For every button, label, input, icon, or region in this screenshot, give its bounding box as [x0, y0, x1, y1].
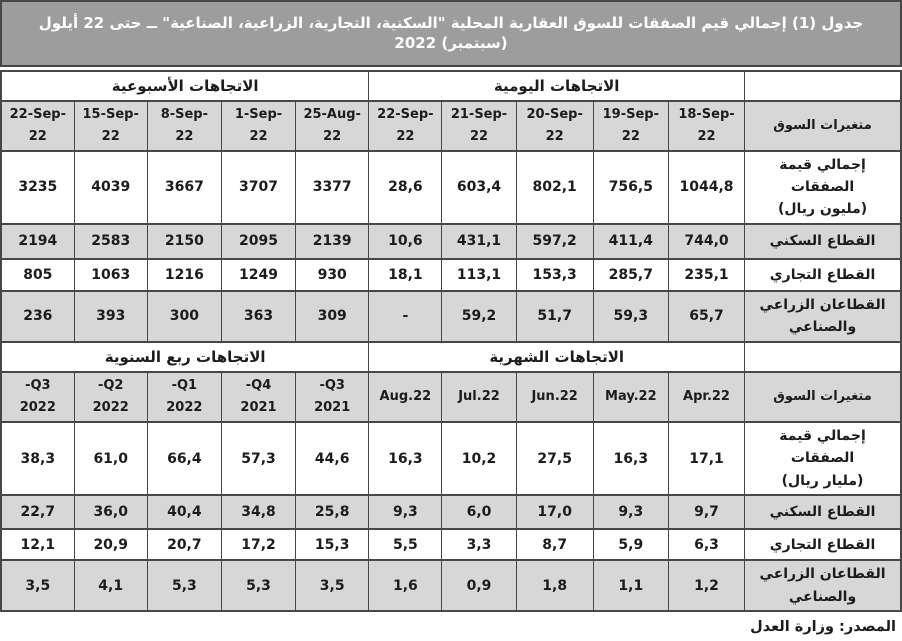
- cell-text: 22: [545, 128, 564, 144]
- value-cell: [668, 560, 744, 611]
- cell-text: 9,7: [694, 504, 719, 521]
- cell-text: 25-Aug-: [303, 106, 361, 122]
- cell-text: إجمالي قيمة الصفقات: [779, 156, 866, 196]
- cell-text: 5,9: [618, 536, 644, 553]
- period-header-cell: [221, 372, 295, 422]
- cell-text: 17,0: [537, 504, 572, 521]
- cell-text: 2194: [18, 233, 58, 250]
- transactions-table: [0, 70, 902, 613]
- row-label: [745, 422, 901, 495]
- cell-text: -Q2: [97, 377, 124, 393]
- cell-text: 2095: [239, 233, 278, 250]
- value-cell: [74, 560, 147, 611]
- value-cell: [296, 560, 369, 611]
- value-cell: [221, 151, 295, 224]
- cell-text: 1216: [164, 266, 204, 283]
- value-cell: [593, 422, 668, 495]
- cell-text: 431,1: [456, 233, 502, 250]
- cell-text: 8,7: [542, 536, 568, 553]
- value-cell: [221, 495, 295, 529]
- value-cell: [296, 224, 369, 259]
- value-cell: [147, 529, 221, 560]
- value-cell: [74, 224, 147, 259]
- period-header-cell: [296, 372, 369, 422]
- section-header-right: الاتجاهات اليومية: [369, 71, 745, 101]
- value-cell: [74, 259, 147, 291]
- cell-text: 3235: [18, 179, 58, 196]
- period-header-cell: [147, 372, 221, 422]
- cell-text: 153,3: [532, 266, 577, 283]
- value-cell: [593, 529, 668, 560]
- value-cell: [74, 495, 147, 529]
- period-header-cell: [369, 101, 442, 151]
- value-cell: [147, 560, 221, 611]
- cell-text: 411,4: [608, 233, 653, 250]
- value-cell: [369, 224, 442, 259]
- cell-text: 22: [175, 128, 194, 144]
- cell-text: 57,3: [241, 450, 276, 467]
- cell-text: 22: [249, 128, 268, 144]
- row-label: [745, 560, 901, 611]
- cell-text: 22: [396, 128, 415, 144]
- value-cell: [668, 529, 744, 560]
- cell-text: 6,3: [694, 536, 719, 553]
- source-note: المصدر: وزارة العدل: [750, 619, 896, 635]
- cell-text: 300: [169, 308, 199, 325]
- cell-text: 3707: [239, 179, 278, 196]
- cell-text: 2022: [19, 399, 56, 415]
- value-cell: [147, 291, 221, 342]
- cell-text: 3,5: [25, 577, 51, 594]
- cell-text: 15-Sep-: [82, 106, 139, 122]
- cell-text: 59,2: [461, 308, 497, 325]
- value-cell: [442, 422, 516, 495]
- period-header-cell: [593, 372, 668, 422]
- row-label: [745, 224, 901, 259]
- cell-text: 802,1: [532, 179, 577, 196]
- period-header-cell: [442, 101, 516, 151]
- cell-text: 1,1: [618, 577, 644, 594]
- value-cell: [442, 151, 516, 224]
- cell-text: القطاع السكني: [769, 504, 876, 521]
- value-cell: [147, 495, 221, 529]
- value-cell: [221, 560, 295, 611]
- value-cell: [442, 224, 516, 259]
- period-header-cell: [1, 101, 74, 151]
- cell-text: 22: [621, 128, 640, 144]
- cell-text: 5,3: [171, 577, 197, 594]
- cell-text: والصناعي: [788, 319, 857, 336]
- cell-text: 18-Sep-: [678, 106, 735, 122]
- cell-text: القطاع التجاري: [769, 536, 876, 553]
- value-cell: [593, 291, 668, 342]
- cell-text: 597,2: [532, 233, 577, 250]
- cell-text: 1,2: [694, 577, 719, 594]
- cell-text: 2022: [92, 399, 129, 415]
- value-cell: [442, 259, 516, 291]
- cell-text: Apr.22: [683, 388, 730, 404]
- cell-text: 51,7: [537, 308, 572, 325]
- row-label: [745, 151, 901, 224]
- row-label: [745, 529, 901, 560]
- cell-text: 9,3: [618, 504, 644, 521]
- cell-text: 22-Sep-: [9, 106, 66, 122]
- cell-text: 4039: [91, 179, 131, 196]
- value-cell: [668, 495, 744, 529]
- cell-text: (مليار ريال): [781, 472, 864, 489]
- period-header-cell: [593, 101, 668, 151]
- cell-text: القطاعان الزراعي: [759, 566, 886, 583]
- value-cell: [296, 151, 369, 224]
- cell-text: 9,3: [392, 504, 418, 521]
- cell-text: 1-Sep-: [234, 106, 283, 122]
- cell-text: 393: [96, 308, 126, 325]
- cell-text: 5,3: [246, 577, 271, 594]
- cell-text: -: [402, 308, 409, 325]
- row-label: [745, 495, 901, 529]
- value-cell: [221, 224, 295, 259]
- value-cell: [74, 151, 147, 224]
- value-cell: [369, 151, 442, 224]
- cell-text: 6,0: [466, 504, 492, 521]
- cell-text: 21-Sep-: [450, 106, 508, 122]
- cell-text: 2139: [312, 233, 352, 250]
- value-cell: [668, 224, 744, 259]
- cell-text: 2150: [164, 233, 204, 250]
- cell-text: 20,9: [93, 536, 128, 553]
- period-header-cell: [1, 372, 74, 422]
- value-cell: [1, 495, 74, 529]
- value-cell: [147, 224, 221, 259]
- cell-text: 20-Sep-: [526, 106, 583, 122]
- cell-text: 285,7: [608, 266, 653, 283]
- cell-text: 1249: [239, 266, 278, 283]
- cell-text: 2583: [91, 233, 131, 250]
- value-cell: [1, 259, 74, 291]
- value-cell: [296, 259, 369, 291]
- value-cell: [369, 291, 442, 342]
- table-row: [1, 422, 901, 495]
- table-row: [1, 495, 901, 529]
- cell-text: 36,0: [93, 504, 128, 521]
- table-row: [1, 224, 901, 259]
- cell-text: -Q4: [245, 377, 272, 393]
- value-cell: [221, 291, 295, 342]
- cell-text: 40,4: [167, 504, 202, 521]
- value-cell: [221, 259, 295, 291]
- cell-text: 805: [23, 266, 53, 283]
- value-cell: [668, 291, 744, 342]
- value-cell: [1, 422, 74, 495]
- cell-text: 930: [317, 266, 347, 283]
- cell-text: 44,6: [314, 450, 350, 467]
- table-row: [1, 291, 901, 342]
- value-cell: [668, 259, 744, 291]
- period-header-cell: [74, 101, 147, 151]
- cell-text: Jun.22: [531, 388, 578, 404]
- cell-text: 744,0: [684, 233, 729, 250]
- value-cell: [442, 495, 516, 529]
- value-cell: [369, 259, 442, 291]
- cell-text: 5,5: [392, 536, 418, 553]
- cell-text: 66,4: [167, 450, 202, 467]
- variables-header: متغيرات السوق: [745, 101, 901, 151]
- cell-text: 59,3: [613, 308, 649, 325]
- value-cell: [516, 151, 593, 224]
- value-cell: [369, 560, 442, 611]
- corner-cell: [745, 342, 901, 372]
- cell-text: 38,3: [20, 450, 56, 467]
- cell-text: 22: [101, 128, 120, 144]
- cell-text: 17,2: [241, 536, 276, 553]
- cell-text: 27,5: [537, 450, 572, 467]
- cell-text: القطاعان الزراعي: [759, 296, 886, 313]
- value-cell: [1, 291, 74, 342]
- cell-text: 2021: [314, 399, 351, 415]
- value-cell: [516, 224, 593, 259]
- cell-text: Aug.22: [379, 388, 432, 404]
- cell-text: القطاع السكني: [769, 233, 876, 250]
- cell-text: القطاع التجاري: [769, 266, 876, 283]
- value-cell: [668, 151, 744, 224]
- cell-text: 16,3: [388, 450, 423, 467]
- cell-text: -Q3: [319, 377, 345, 393]
- cell-text: 2021: [240, 399, 277, 415]
- cell-text: 20,7: [167, 536, 202, 553]
- value-cell: [442, 560, 516, 611]
- cell-text: 2022: [166, 399, 203, 415]
- cell-text: 0,9: [466, 577, 492, 594]
- section-header-left: الاتجاهات ربع السنوية: [1, 342, 369, 372]
- value-cell: [369, 495, 442, 529]
- value-cell: [221, 529, 295, 560]
- cell-text: 363: [243, 308, 274, 325]
- value-cell: [668, 422, 744, 495]
- value-cell: [516, 529, 593, 560]
- period-header-cell: [147, 101, 221, 151]
- cell-text: 1,6: [392, 577, 418, 594]
- value-cell: [593, 259, 668, 291]
- value-cell: [147, 259, 221, 291]
- value-cell: [442, 529, 516, 560]
- cell-text: -Q1: [171, 377, 198, 393]
- cell-text: 1044,8: [679, 179, 734, 196]
- value-cell: [369, 422, 442, 495]
- value-cell: [296, 529, 369, 560]
- table-row: [1, 560, 901, 611]
- cell-text: 12,1: [20, 536, 56, 553]
- cell-text: 28,6: [388, 179, 423, 196]
- period-header-cell: [516, 101, 593, 151]
- cell-text: 1063: [91, 266, 131, 283]
- value-cell: [593, 560, 668, 611]
- value-cell: [442, 291, 516, 342]
- cell-text: 113,1: [456, 266, 502, 283]
- period-header-cell: [221, 101, 295, 151]
- value-cell: [1, 560, 74, 611]
- cell-text: 22: [697, 128, 716, 144]
- value-cell: [296, 291, 369, 342]
- cell-text: 3667: [164, 179, 204, 196]
- cell-text: 25,8: [314, 504, 350, 521]
- section-header-right: الاتجاهات الشهرية: [369, 342, 745, 372]
- table-row: [1, 529, 901, 560]
- value-cell: [516, 422, 593, 495]
- row-label: [745, 259, 901, 291]
- value-cell: [1, 224, 74, 259]
- value-cell: [296, 495, 369, 529]
- value-cell: [147, 422, 221, 495]
- cell-text: 10,6: [388, 233, 423, 250]
- corner-cell: [745, 71, 901, 101]
- cell-text: إجمالي قيمة الصفقات: [779, 428, 866, 467]
- value-cell: [593, 224, 668, 259]
- period-header-cell: [369, 372, 442, 422]
- value-cell: [74, 422, 147, 495]
- section-header-left: الاتجاهات الأسبوعية: [1, 71, 369, 101]
- period-header-cell: [516, 372, 593, 422]
- value-cell: [296, 422, 369, 495]
- period-header-cell: [442, 372, 516, 422]
- cell-text: 18,1: [388, 266, 423, 283]
- value-cell: [74, 291, 147, 342]
- cell-text: 61,0: [93, 450, 128, 467]
- cell-text: 65,7: [689, 308, 724, 325]
- value-cell: [74, 529, 147, 560]
- cell-text: والصناعي: [788, 588, 857, 605]
- table-row: [1, 151, 901, 224]
- value-cell: [516, 259, 593, 291]
- cell-text: 603,4: [456, 179, 502, 196]
- value-cell: [516, 560, 593, 611]
- cell-text: 309: [317, 308, 347, 325]
- cell-text: 1,8: [542, 577, 568, 594]
- cell-text: (مليون ريال): [777, 201, 868, 218]
- cell-text: 19-Sep-: [602, 106, 660, 122]
- value-cell: [369, 529, 442, 560]
- period-header-cell: [74, 372, 147, 422]
- cell-text: 22,7: [20, 504, 56, 521]
- cell-text: -Q3: [25, 377, 51, 393]
- cell-text: 756,5: [608, 179, 653, 196]
- cell-text: 3,3: [466, 536, 492, 553]
- value-cell: [147, 151, 221, 224]
- value-cell: [593, 151, 668, 224]
- cell-text: 236: [23, 308, 53, 325]
- cell-text: 22: [469, 128, 489, 144]
- cell-text: 15,3: [314, 536, 350, 553]
- value-cell: [1, 529, 74, 560]
- value-cell: [516, 495, 593, 529]
- cell-text: 3377: [312, 179, 352, 196]
- period-header-cell: [668, 101, 744, 151]
- cell-text: 3,5: [319, 577, 345, 594]
- cell-text: May.22: [605, 388, 657, 404]
- cell-text: Jul.22: [458, 388, 500, 404]
- cell-text: 34,8: [241, 504, 276, 521]
- table-title: جدول (1) إجمالي قيم الصفقات للسوق العقارية المحلية "السكنية، التجارية، الزراعية، الصناعية" ــ حتى 22 أيلول (سبتمبر) 2022: [0, 0, 902, 67]
- value-cell: [1, 151, 74, 224]
- cell-text: 17,1: [689, 450, 724, 467]
- cell-text: 22: [323, 128, 342, 144]
- value-cell: [593, 495, 668, 529]
- cell-text: 8-Sep-: [160, 106, 209, 122]
- period-header-cell: [296, 101, 369, 151]
- table-row: [1, 259, 901, 291]
- value-cell: [221, 422, 295, 495]
- cell-text: 4,1: [98, 577, 124, 594]
- variables-header: متغيرات السوق: [745, 372, 901, 422]
- cell-text: 16,3: [613, 450, 649, 467]
- value-cell: [516, 291, 593, 342]
- cell-text: 10,2: [461, 450, 497, 467]
- cell-text: 22-Sep-: [377, 106, 434, 122]
- cell-text: 235,1: [684, 266, 729, 283]
- period-header-cell: [668, 372, 744, 422]
- cell-text: 22: [28, 128, 47, 144]
- row-label: [745, 291, 901, 342]
